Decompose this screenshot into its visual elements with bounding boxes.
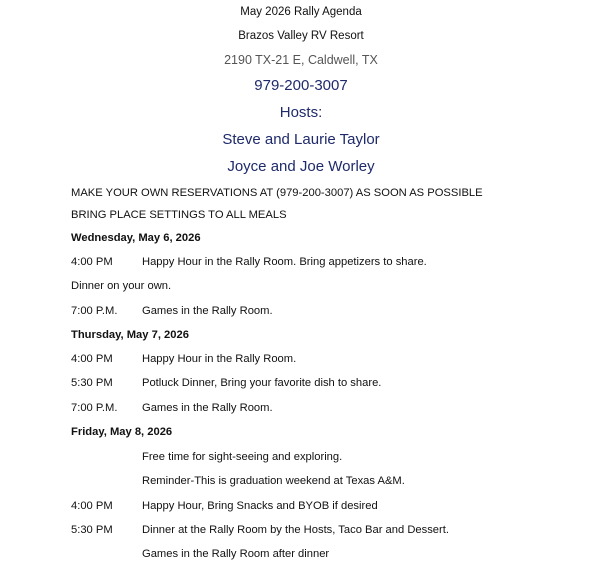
host-names-2: Joyce and Joe Worley	[227, 158, 375, 175]
event-description: Dinner at the Rally Room by the Hosts, Taco Bar and Dessert.	[142, 524, 449, 536]
event-time: 4:00 PM	[71, 256, 113, 268]
event-description: Games in the Rally Room.	[142, 402, 273, 414]
event-description: Reminder-This is graduation weekend at Texas A&M.	[142, 475, 405, 487]
event-description: Games in the Rally Room after dinner	[142, 548, 330, 560]
event-time: 5:30 PM	[71, 377, 113, 389]
day-heading-friday: Friday, May 8, 2026	[71, 426, 173, 438]
day-heading-wednesday: Wednesday, May 6, 2026	[71, 232, 201, 244]
event-description: Games in the Rally Room.	[142, 305, 273, 317]
host-names-1: Steve and Laurie Taylor	[222, 131, 380, 148]
event-time: 5:30 PM	[71, 524, 113, 536]
event-time: 4:00 PM	[71, 500, 113, 512]
event-description: Potluck Dinner, Bring your favorite dish to share.	[142, 377, 382, 389]
reservation-notice: MAKE YOUR OWN RESERVATIONS AT (979-200-3007) AS SOON AS POSSIBLE	[71, 187, 483, 199]
hosts-label: Hosts:	[279, 104, 323, 121]
agenda-title: May 2026 Rally Agenda	[240, 6, 362, 18]
event-time: 4:00 PM	[71, 353, 113, 365]
event-description: Happy Hour, Bring Snacks and BYOB if desired	[142, 500, 378, 512]
venue-address: 2190 TX-21 E, Caldwell, TX	[224, 53, 378, 67]
event-time: 7:00 P.M.	[71, 402, 118, 414]
venue-phone: 979-200-3007	[254, 77, 348, 94]
day-heading-thursday: Thursday, May 7, 2026	[71, 329, 189, 341]
event-description: Free time for sight-seeing and exploring.	[142, 451, 343, 463]
event-time: 7:00 P.M.	[71, 305, 118, 317]
event-description: Happy Hour in the Rally Room.	[142, 353, 297, 365]
event-description: Happy Hour in the Rally Room. Bring appetizers to share.	[142, 256, 427, 268]
place-settings-notice: BRING PLACE SETTINGS TO ALL MEALS	[71, 209, 287, 221]
venue-name: Brazos Valley RV Resort	[238, 30, 364, 42]
event-description: Dinner on your own.	[71, 280, 172, 292]
